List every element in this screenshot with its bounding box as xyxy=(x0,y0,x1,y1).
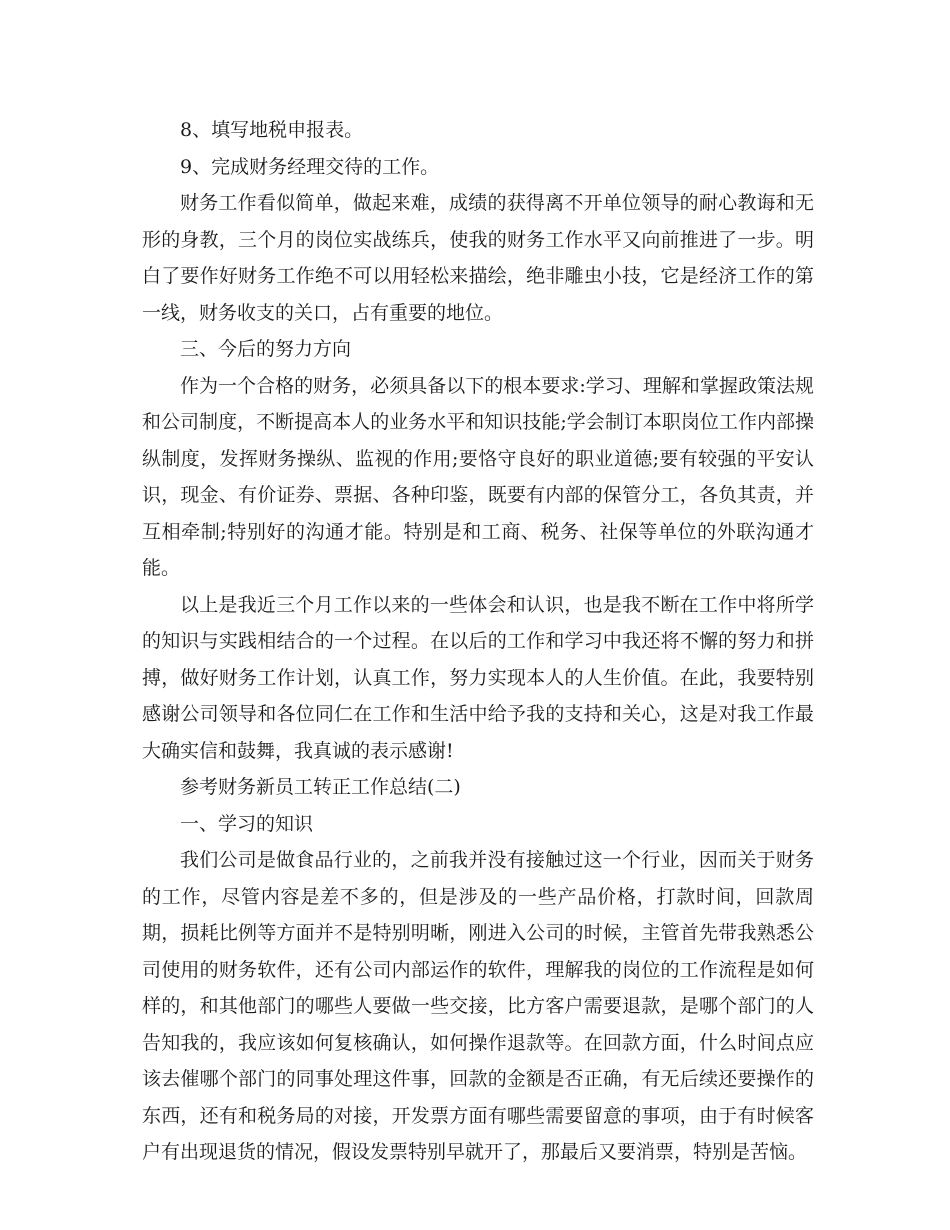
paragraph-work-reflection: 财务工作看似简单，做起来难，成绩的获得离不开单位领导的耐心教诲和无形的身教，三个月的岗位实战练兵，使我的财务工作水平又向前推进了一步。明白了要作好财务工作绝不可以用轻松来描绘，绝非雕虫小技，它是经济工作的第一线，财务收支的关口，占有重要的地位。 xyxy=(142,192,814,324)
paragraph-knowledge: 我们公司是做食品行业的，之前我并没有接触过这一个行业，因而关于财务的工作，尽管内容是差不多的，但是涉及的一些产品价格，打款时间，回款周期，损耗比例等方面并不是特别明晰，刚进入公司的时候，主管首先带我熟悉公司使用的财务软件，还有公司内部运作的软件，理解我的岗位的工作流程是如何样的，和其他部门的哪些人要做一些交接，比方客户需要退款，是哪个部门的人告知我的，我应该如何复核确认，如何操作退款等。在回款方面，什么时间点应该去催哪个部门的同事处理这件事，回款的金额是否正确，有无后续还要操作的东西，还有和税务局的对接，开发票方面有哪些需要留意的事项，由于有时候客户有出现退货的情况，假设发票特别早就开了，那最后又要消票，特别是苦恼。 xyxy=(142,849,814,1163)
document-subtitle: 参考财务新员工转正工作总结(二) xyxy=(180,776,461,798)
paragraph-requirements: 作为一个合格的财务，必须具备以下的根本要求:学习、理解和掌握政策法规和公司制度，不断提高本人的业务水平和知识技能;学会制订本职岗位工作内部操纵制度，发挥财务操纵、监视的作用;要恪守良好的职业道德;要有较强的平安认识，现金、有价证券、票据、各种印鉴，既要有内部的保管分工，各负其责，并互相牵制;特别好的沟通才能。特别是和工商、税务、社保等单位的外联沟通才能。 xyxy=(142,374,814,579)
section-heading-future-direction: 三、今后的努力方向 xyxy=(180,338,352,360)
list-item-9: 9、完成财务经理交待的工作。 xyxy=(180,155,440,178)
section-heading-knowledge: 一、学习的知识 xyxy=(180,812,314,835)
document-body xyxy=(142,112,814,1171)
paragraph-conclusion: 以上是我近三个月工作以来的一些体会和认识，也是我不断在工作中将所学的知识与实践相结合的一个过程。在以后的工作和学习中我还将不懈的努力和拼搏，做好财务工作计划，认真工作，努力实现本人的人生价值。在此，我要特别感谢公司领导和各位同仁在工作和生活中给予我的支持和关心，这是对我工作最大确实信和鼓舞，我真诚的表示感谢! xyxy=(142,593,814,762)
list-item-8: 8、填写地税申报表。 xyxy=(180,119,364,141)
